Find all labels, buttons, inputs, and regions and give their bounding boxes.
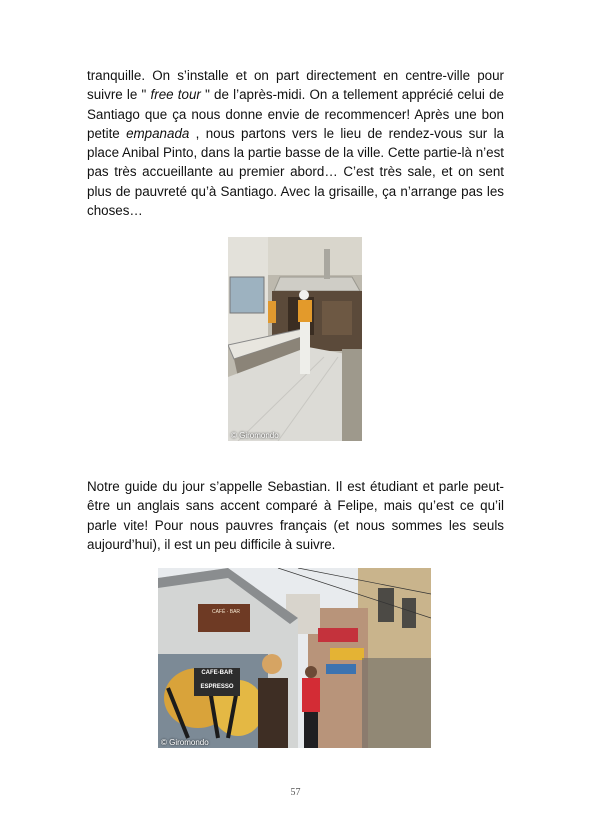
emphasis-empanada: empanada (126, 125, 190, 141)
page-number: 57 (290, 787, 301, 798)
watermark: © Giromondo (161, 738, 209, 747)
photo-street-cafe (158, 568, 431, 748)
text-run: , nous partons vers le lieu de rendez-vous sur la place Anibal Pinto, dans la partie basse de la ville. Cette partie-là n’est pas très accueillante au premier abord… C’est très sale, et on sent plus de pauvreté qu’à Santiago. Avec la grisaille, ça n’arrange pas les choses… (87, 125, 504, 219)
cafe-sign-mid: CAFE-BAR (201, 670, 233, 676)
photo-bakery-kitchen (228, 237, 362, 441)
paragraph-2: Notre guide du jour s’appelle Sebastian. Il est étudiant et parle peut-être un anglais sans accent comparé à Felipe, mais qu’est ce qu’il parle vite! Pour nous pauvres français (et nous sommes les seuls aujourd’hui), il est un peu difficile à suivre. (87, 479, 504, 552)
cafe-sign-top: CAFÉ · BAR (211, 609, 241, 615)
watermark: © Giromondo (231, 431, 279, 440)
emphasis-free-tour: free tour (150, 87, 201, 103)
text-run: " de l’après-midi. On a tellement apprécié celui de Santiago que ça nous donne envie de recommencer! Après une bon petite (87, 87, 504, 141)
paragraph-1 (87, 66, 504, 220)
cafe-sign-bottom: ESPRESSO (200, 684, 234, 690)
street-illustration (158, 568, 431, 748)
text-run: tranquille. On s’installe et on part directement en centre-ville pour suivre le " (87, 68, 504, 103)
bakery-illustration (228, 237, 362, 441)
